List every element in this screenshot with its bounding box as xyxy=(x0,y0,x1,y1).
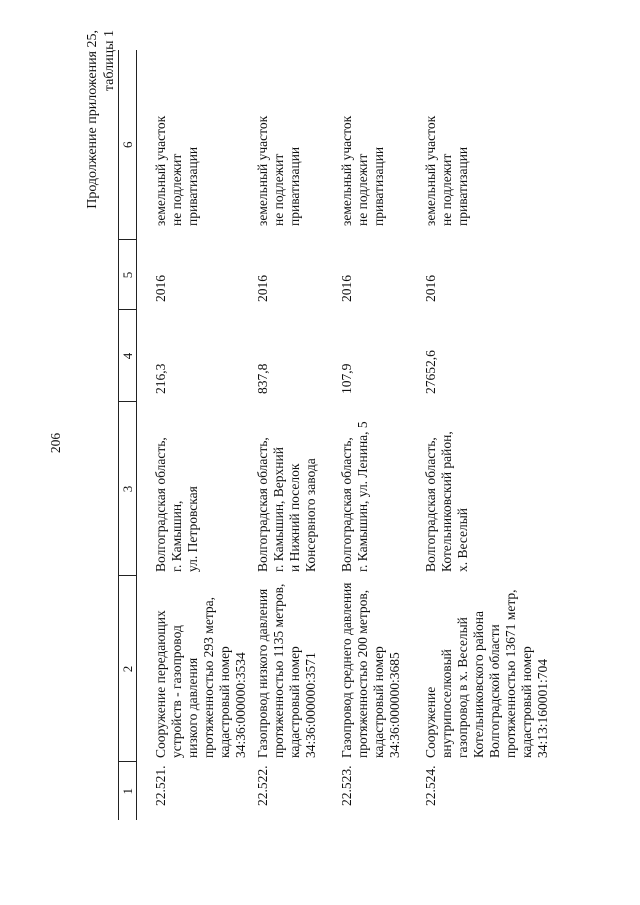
table-row xyxy=(333,50,417,820)
object-address: Волгоградская область, г. Камышин, Верхний и Нижний поселок Консервного завода xyxy=(255,437,318,572)
page-number: 206 xyxy=(48,432,63,454)
property-table xyxy=(118,50,551,820)
land-status: земельный участок не подлежит приватизации xyxy=(255,115,302,226)
object-year: 2016 xyxy=(339,275,354,302)
continuation-line-2: таблицы 1 xyxy=(102,30,117,92)
row-number: 22.521. xyxy=(153,765,168,806)
object-name: Газопровод среднего давления протяженностью 200 метров, кадастровый номер 34:36:000000:3685 xyxy=(339,582,402,758)
object-address: Волгоградская область, Котельниковский район, х. Веселый xyxy=(423,431,470,572)
row-number: 22.524. xyxy=(423,765,438,806)
row-number: 22.522. xyxy=(255,765,270,806)
object-address: Волгоградская область, г. Камышин, ул. Ленина, 5 xyxy=(339,421,370,572)
row-number: 22.523. xyxy=(339,765,354,806)
header-cell-1: 1 xyxy=(119,762,137,820)
object-name: Газопровод низкого давления протяженностью 1135 метров, кадастровый номер 34:36:000000:3571 xyxy=(255,583,318,758)
land-status: земельный участок не подлежит приватизации xyxy=(153,115,200,226)
header-cell-5: 5 xyxy=(119,240,137,310)
header-cell-6: 6 xyxy=(119,50,137,240)
object-year: 2016 xyxy=(423,275,438,302)
land-status: земельный участок не подлежит приватизации xyxy=(423,115,470,226)
header-cell-2: 2 xyxy=(119,576,137,762)
object-value: 27652,6 xyxy=(423,350,438,394)
object-name: Сооружение передающих устройств - газопровод низкого давления протяженностью 293 метра, кадастровый номер 34:36:000000:3534 xyxy=(153,596,248,758)
table-row xyxy=(137,50,250,820)
table-row xyxy=(249,50,333,820)
header-row xyxy=(119,50,137,820)
object-year: 2016 xyxy=(255,275,270,302)
object-address: Волгоградская область, г. Камышин, ул. Петровская xyxy=(153,437,200,572)
object-value: 216,3 xyxy=(153,363,168,394)
object-value: 107,9 xyxy=(339,363,354,394)
object-name: Сооружение внутрипоселковый газопровод в х. Веселый Котельниковского района Волгоградской области протяженностью 13671 метр, кадастровый номер 34:13:160001:704 xyxy=(423,589,550,758)
object-value: 837,8 xyxy=(255,363,270,394)
continuation-line-1: Продолжение приложения 25, xyxy=(85,30,100,209)
continuation-caption xyxy=(84,30,118,209)
table-row xyxy=(417,50,551,820)
land-status: земельный участок не подлежит приватизации xyxy=(339,115,386,226)
header-cell-4: 4 xyxy=(119,310,137,402)
header-cell-3: 3 xyxy=(119,402,137,576)
object-year: 2016 xyxy=(153,275,168,302)
